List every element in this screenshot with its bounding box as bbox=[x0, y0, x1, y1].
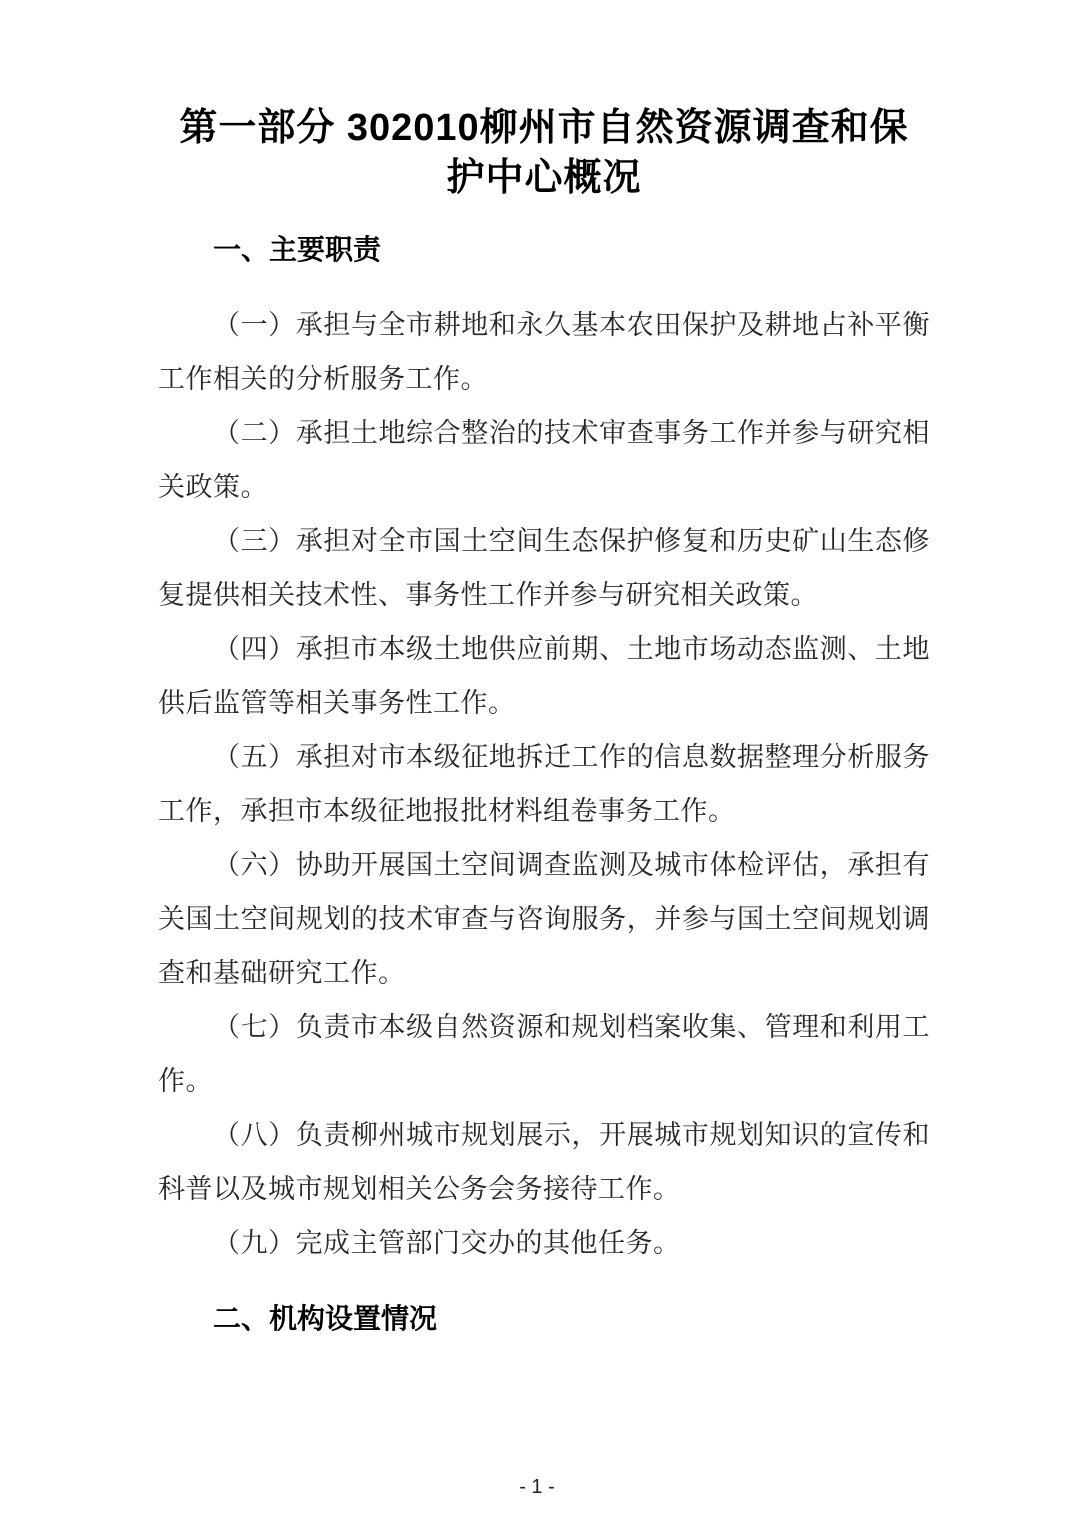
duty-paragraph-2: （二）承担土地综合整治的技术审查事务工作并参与研究相关政策。 bbox=[158, 418, 930, 502]
page-title bbox=[158, 103, 930, 203]
duty-paragraph-1: （一）承担与全市耕地和永久基本农田保护及耕地占补平衡工作相关的分析服务工作。 bbox=[158, 310, 930, 394]
section-heading-main-duties: 一、主要职责 bbox=[213, 234, 382, 265]
document-content bbox=[158, 103, 930, 1336]
duty-paragraph-3: （三）承担对全市国土空间生态保护修复和历史矿山生态修复提供相关技术性、事务性工作并参与研究相关政策。 bbox=[158, 526, 930, 610]
page-number: - 1 - bbox=[519, 1476, 555, 1498]
section-heading-organization-setup: 二、机构设置情况 bbox=[213, 1303, 438, 1334]
duty-paragraph-6: （六）协助开展国土空间调查监测及城市体检评估，承担有关国土空间规划的技术审查与咨询服务，并参与国土空间规划调查和基础研究工作。 bbox=[158, 850, 930, 988]
duty-paragraph-9: （九）完成主管部门交办的其他任务。 bbox=[213, 1228, 681, 1258]
page-title-line-2: 护中心概况 bbox=[446, 157, 642, 199]
duty-paragraph-7: （七）负责市本级自然资源和规划档案收集、管理和利用工作。 bbox=[158, 1012, 930, 1096]
duty-paragraph-5: （五）承担对市本级征地拆迁工作的信息数据整理分析服务工作，承担市本级征地报批材料组卷事务工作。 bbox=[158, 742, 930, 826]
duty-paragraph-4: （四）承担市本级土地供应前期、土地市场动态监测、土地供后监管等相关事务性工作。 bbox=[158, 634, 930, 718]
page-title-line-1: 第一部分 302010柳州市自然资源调查和保 bbox=[179, 107, 909, 149]
duty-paragraph-list bbox=[158, 298, 930, 1270]
duty-paragraph-8: （八）负责柳州城市规划展示，开展城市规划知识的宣传和科普以及城市规划相关公务会务接待工作。 bbox=[158, 1120, 930, 1204]
